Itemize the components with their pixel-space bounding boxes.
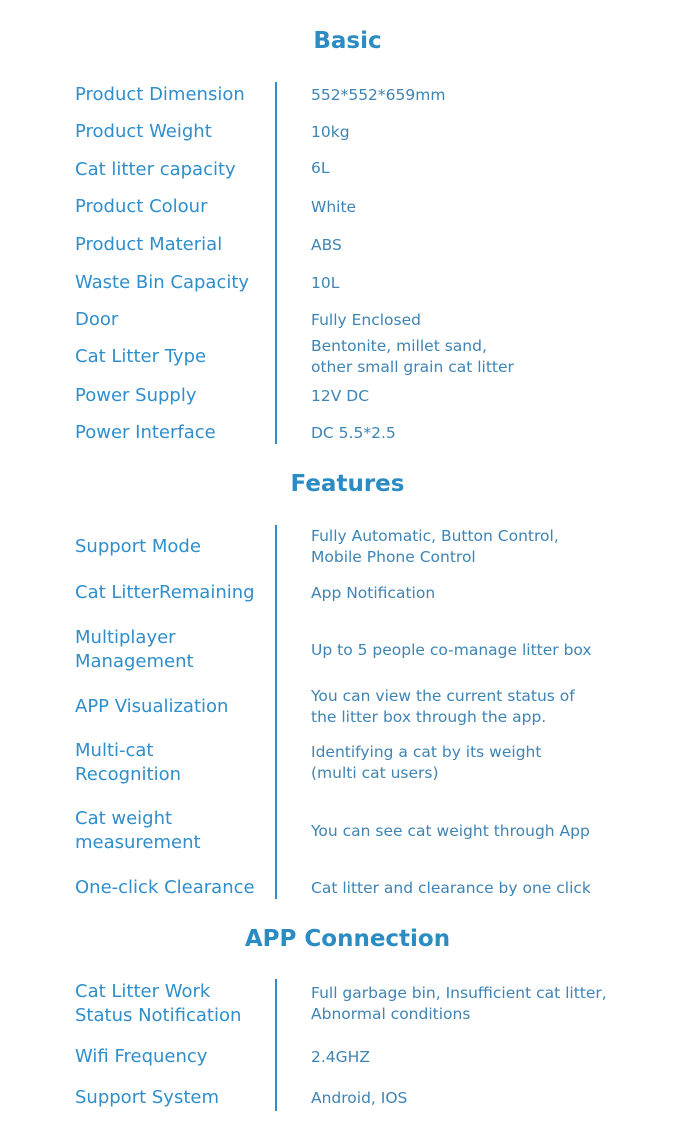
divider-features <box>275 525 277 899</box>
spec-value: 12V DC <box>311 387 370 405</box>
spec-value: You can see cat weight through App <box>311 822 590 840</box>
section-title-features: Features <box>290 471 405 497</box>
spec-value: 552*552*659mm <box>311 86 446 104</box>
spec-label: APP Visualization <box>75 696 229 717</box>
spec-label: Cat Litter Work Status Notification <box>75 981 242 1026</box>
spec-label: Cat weight measurement <box>75 808 201 853</box>
spec-label: Waste Bin Capacity <box>75 272 250 293</box>
divider-app-connection <box>275 979 277 1111</box>
divider-basic <box>275 82 277 444</box>
spec-value: 6L <box>311 159 330 177</box>
spec-value: Identifying a cat by its weight (multi cat users) <box>311 743 542 782</box>
spec-label: One-click Clearance <box>75 877 255 898</box>
spec-label: Product Weight <box>75 121 212 142</box>
spec-label: Multiplayer Management <box>75 627 194 672</box>
section-title-basic: Basic <box>313 28 382 54</box>
spec-value: White <box>311 198 357 216</box>
spec-label: Support System <box>75 1087 219 1108</box>
spec-value: Fully Automatic, Button Control, Mobile Phone Control <box>311 527 559 566</box>
spec-label: Multi-cat Recognition <box>75 740 181 785</box>
spec-value: 10L <box>311 274 340 292</box>
spec-label: Product Dimension <box>75 84 245 105</box>
spec-value: Up to 5 people co-manage litter box <box>311 641 592 659</box>
spec-value: Cat litter and clearance by one click <box>311 879 591 897</box>
spec-label: Cat litter capacity <box>75 159 236 180</box>
spec-label: Power Supply <box>75 385 197 406</box>
spec-value: ABS <box>311 236 342 254</box>
spec-label: Wifi Frequency <box>75 1046 208 1067</box>
spec-label: Support Mode <box>75 536 201 557</box>
spec-label: Power Interface <box>75 422 216 443</box>
spec-value: 10kg <box>311 123 350 141</box>
spec-label: Cat LitterRemaining <box>75 582 255 603</box>
spec-value: DC 5.5*2.5 <box>311 424 396 442</box>
spec-label: Product Material <box>75 234 223 255</box>
spec-value: Full garbage bin, Insufficient cat litter, Abnormal conditions <box>311 984 607 1023</box>
spec-value: App Notification <box>311 584 436 602</box>
spec-label: Cat Litter Type <box>75 346 207 367</box>
spec-value: You can view the current status of the litter box through the app. <box>311 687 575 726</box>
spec-value: 2.4GHZ <box>311 1048 370 1066</box>
spec-value: Bentonite, millet sand, other small grain cat litter <box>311 337 514 376</box>
spec-value: Android, IOS <box>311 1089 408 1107</box>
spec-label: Door <box>75 309 119 330</box>
spec-label: Product Colour <box>75 196 208 217</box>
spec-value: Fully Enclosed <box>311 311 421 329</box>
section-title-app-connection: APP Connection <box>244 926 451 952</box>
